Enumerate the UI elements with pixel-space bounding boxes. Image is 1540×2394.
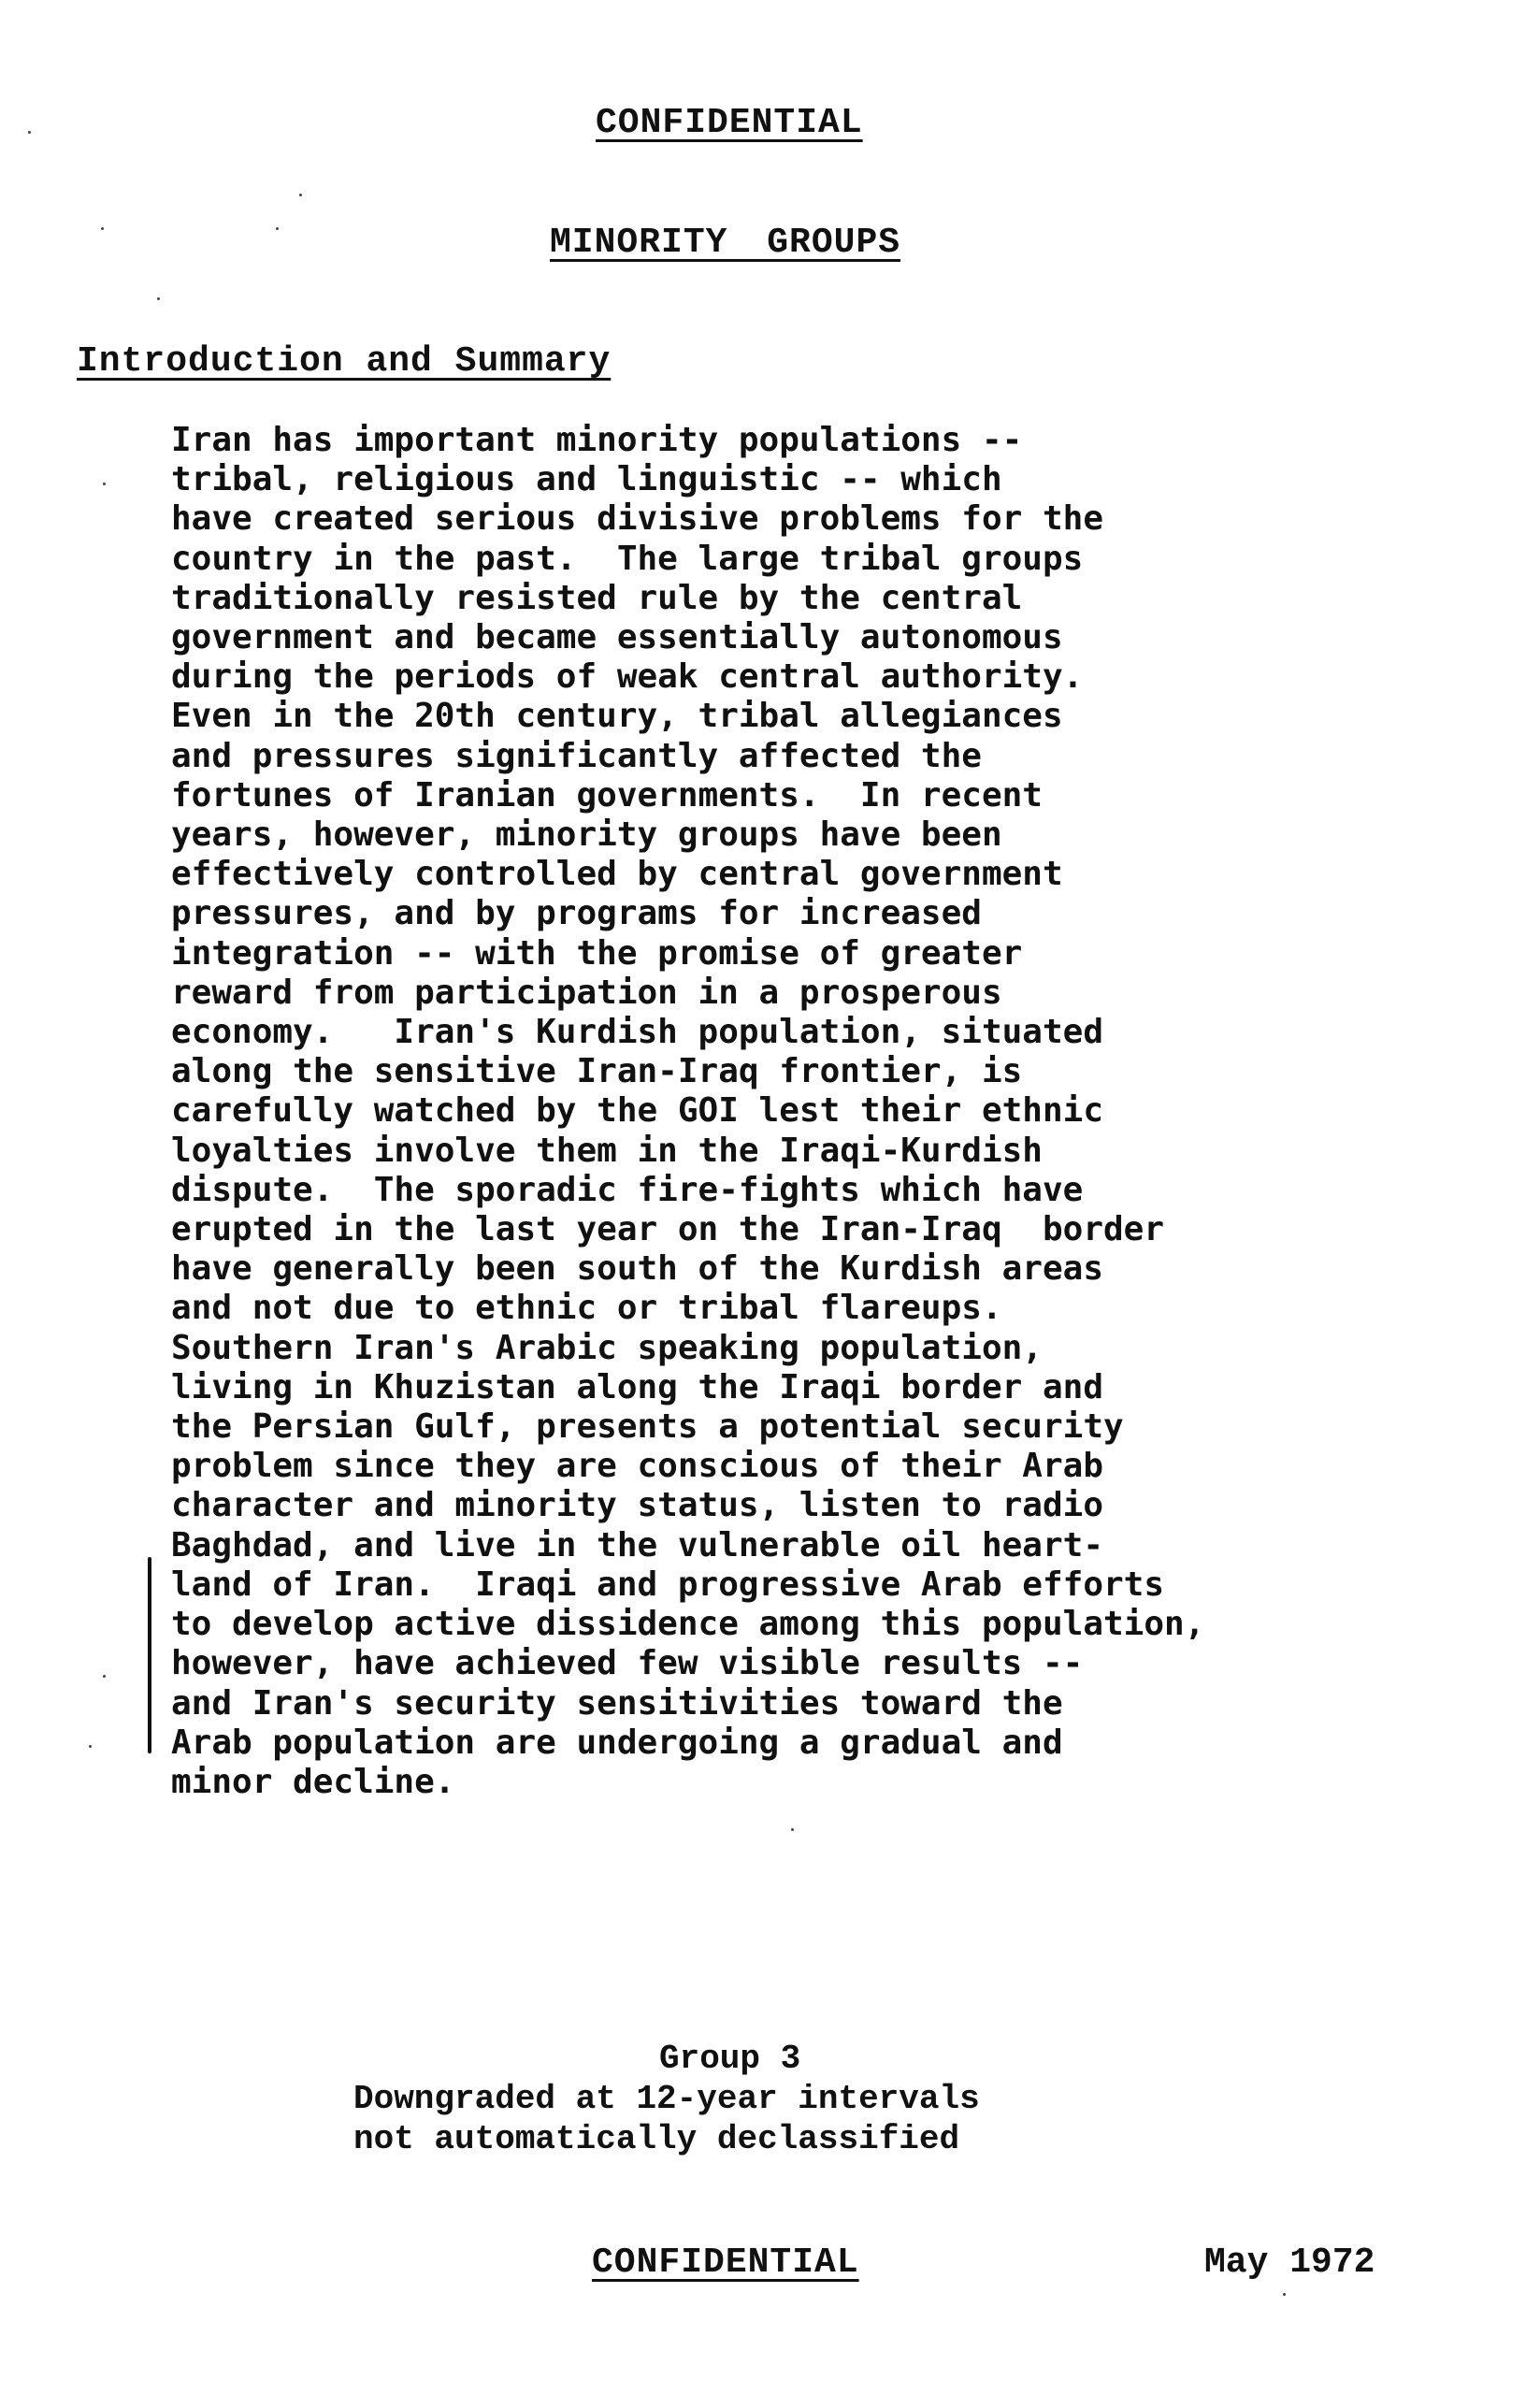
body-line: have generally been south of the Kurdish areas bbox=[171, 1249, 1103, 1289]
body-line: economy. Iran's Kurdish population, situated bbox=[171, 1013, 1103, 1052]
body-line: land of Iran. Iraqi and progressive Arab efforts bbox=[171, 1565, 1165, 1604]
body-line: traditionally resisted rule by the central bbox=[171, 578, 1023, 617]
declassification-notice: not automatically declassified bbox=[353, 2120, 960, 2158]
body-paragraph bbox=[171, 421, 1387, 1802]
scan-speck bbox=[28, 131, 31, 134]
body-line: loyalties involve them in the Iraqi-Kurdish bbox=[171, 1131, 1043, 1170]
declassification-block bbox=[0, 2039, 1540, 2159]
body-line: Baghdad, and live in the vulnerable oil heart- bbox=[171, 1525, 1103, 1565]
body-line: Iran has important minority populations -- bbox=[171, 421, 1023, 459]
scan-speck bbox=[103, 1675, 106, 1678]
body-line: living in Khuzistan along the Iraqi border and bbox=[171, 1367, 1103, 1406]
scan-speck bbox=[103, 483, 106, 485]
body-line: and pressures significantly affected the bbox=[171, 736, 982, 775]
scan-speck bbox=[276, 227, 279, 230]
body-line: dispute. The sporadic fire-fights which have bbox=[171, 1170, 1084, 1209]
body-line: country in the past. The large tribal groups bbox=[171, 539, 1084, 578]
classification-marking-top: CONFIDENTIAL bbox=[596, 103, 863, 143]
body-line: Even in the 20th century, tribal allegiances bbox=[171, 697, 1063, 736]
document-date: May 1972 bbox=[1204, 2243, 1375, 2283]
body-line: the Persian Gulf, presents a potential security bbox=[171, 1407, 1124, 1447]
body-line: minor decline. bbox=[171, 1762, 455, 1801]
body-line: and Iran's security sensitivities toward the bbox=[171, 1683, 1063, 1723]
classification-marking-bottom: CONFIDENTIAL bbox=[592, 2243, 859, 2283]
scan-speck bbox=[89, 1745, 92, 1748]
body-line: effectively controlled by central government bbox=[171, 855, 1063, 894]
scan-speck bbox=[791, 1828, 794, 1831]
body-line: pressures, and by programs for increased bbox=[171, 894, 982, 933]
body-line: tribal, religious and linguistic -- which bbox=[171, 460, 1002, 499]
body-line: to develop active dissidence among this population, bbox=[171, 1605, 1205, 1644]
body-line: fortunes of Iranian governments. In recent bbox=[171, 775, 1043, 815]
body-line: Southern Iran's Arabic speaking population, bbox=[171, 1328, 1043, 1367]
scan-speck bbox=[157, 297, 160, 300]
body-line: government and became essentially autonomous bbox=[171, 618, 1063, 657]
body-line: reward from participation in a prosperous bbox=[171, 973, 1002, 1012]
body-line: erupted in the last year on the Iran-Iraq border bbox=[171, 1210, 1165, 1249]
body-line: carefully watched by the GOI lest their ethnic bbox=[171, 1091, 1103, 1131]
downgrade-notice: Downgraded at 12-year intervals bbox=[353, 2080, 980, 2118]
body-line: along the sensitive Iran-Iraq frontier, is bbox=[171, 1052, 1023, 1091]
section-heading: Introduction and Summary bbox=[77, 341, 612, 382]
scan-speck bbox=[1283, 2293, 1286, 2296]
body-line: and not due to ethnic or tribal flareups. bbox=[171, 1289, 1002, 1328]
body-line: problem since they are conscious of their Arab bbox=[171, 1447, 1103, 1486]
body-line: years, however, minority groups have been bbox=[171, 815, 1002, 855]
body-line: during the periods of weak central authority. bbox=[171, 657, 1084, 697]
document-title: MINORITY GROUPS bbox=[550, 223, 901, 263]
body-line: integration -- with the promise of greater bbox=[171, 933, 1023, 973]
body-line: Arab population are undergoing a gradual and bbox=[171, 1723, 1063, 1762]
scan-speck bbox=[101, 227, 104, 230]
margin-bracket-mark bbox=[148, 1557, 151, 1753]
body-line: character and minority status, listen to radio bbox=[171, 1486, 1103, 1525]
scan-speck bbox=[299, 194, 302, 196]
body-line: however, have achieved few visible results -- bbox=[171, 1644, 1084, 1683]
group-label: Group 3 bbox=[659, 2040, 801, 2078]
body-line: have created serious divisive problems for the bbox=[171, 499, 1103, 539]
